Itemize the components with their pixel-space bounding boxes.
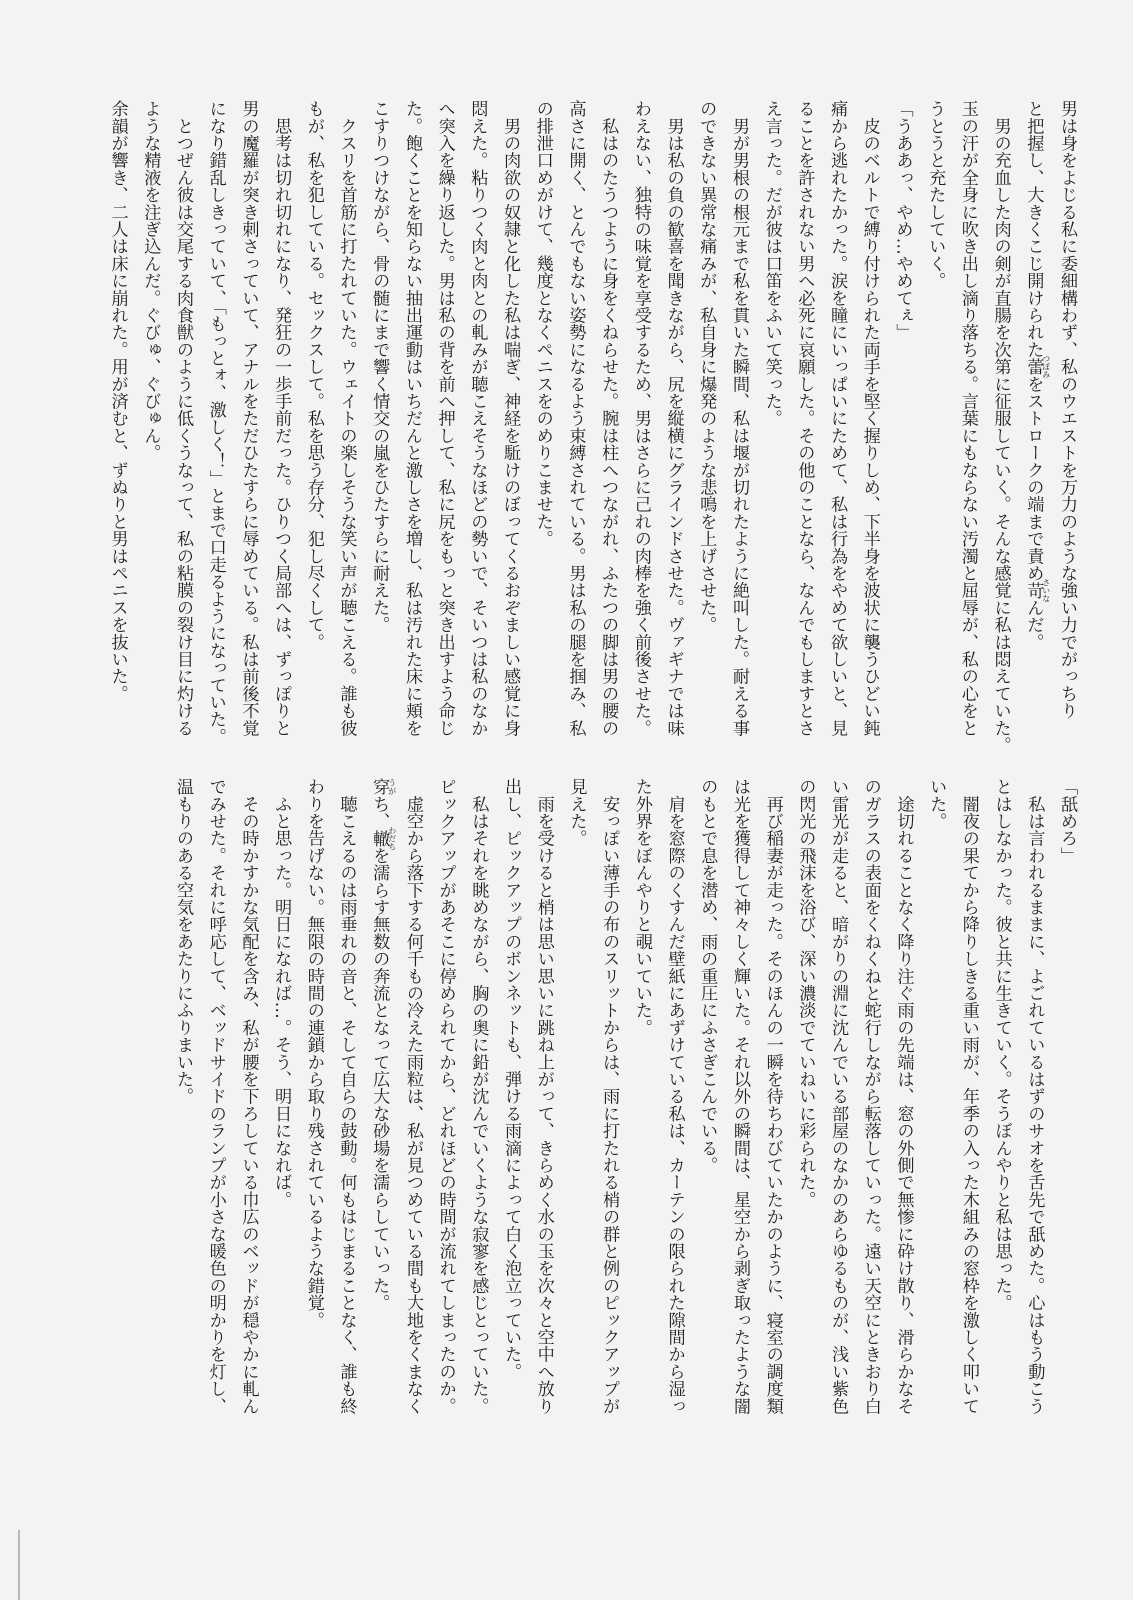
text-column xyxy=(363,778,397,1428)
text-segment: ち、 xyxy=(369,795,390,830)
text-segment: をストロークの端まで責め xyxy=(1023,375,1044,582)
ruby-reading: うが xyxy=(387,778,397,796)
text-column: ピックアップがあそこに停められてから、どれほどの時間が流れてしまったのか。 xyxy=(435,778,456,1415)
text-column: 出し、ピックアップのボンネットも、弾ける雨滴によって白く泡立っていた。 xyxy=(501,778,522,1380)
text-column: 皮のベルトで縛り付けられた両手を堅く握りしめ、下半身を波状に襲うひどい鈍 xyxy=(859,100,880,737)
ruby-reading: つぼみ xyxy=(1041,354,1051,379)
ruby-word: 苛さいな xyxy=(1023,578,1051,603)
text-column: 痛から逃れたかった。涙を瞳にいっぱいにためて、私は行為をやめて欲しいと、見 xyxy=(827,100,848,737)
text-column: 安っぽい薄手の布のスリットからは、雨に打たれる梢の群と例のピックアップが xyxy=(599,778,620,1415)
text-column: た。飽くことを知らない抽出運動はいちだんと激しさを増し、私は汚れた床に頬を xyxy=(401,100,422,737)
text-column: 虚空から落下する何千もの冷えた雨粒は、私が見つめている間も大地をくまなく xyxy=(402,778,423,1415)
text-block-bottom xyxy=(166,778,1083,1428)
text-column: 男の充血した肉の剣が直腸を次第に征服していく。そんな感覚に私は悶えていた。 xyxy=(990,100,1011,754)
text-column: 雨を受けると梢は思い思いに跳ね上がって、きらめく水の玉を次々と空中へ放り xyxy=(533,778,554,1415)
ruby-reading: わだち xyxy=(387,826,397,851)
text-column: のもとで息を潜め、雨の重圧にふさぎこんでいる。 xyxy=(697,778,718,1174)
text-column: 男は私の負の歓喜を聞きながら、尻を縦横にグラインドさせた。ヴァギナでは味 xyxy=(663,100,684,737)
text-column: 玉の汗が全身に吹き出し滴り落ちる。言葉にもならない汚濁と屈辱が、私の心をと xyxy=(957,100,978,737)
ruby-word: 穿うが xyxy=(369,778,397,796)
text-column: 余韻が響き、二人は床に崩れた。用が済むと、ずぬりと男はペニスを抜いた。 xyxy=(107,100,128,702)
ruby-word: 蕾つぼみ xyxy=(1023,354,1051,379)
text-block-top xyxy=(101,100,1083,754)
text-column: ような精液を注ぎ込んだ。ぐびゅ、ぐびゅん。 xyxy=(140,100,161,462)
text-column: ふと思った。明日になれば…。そう、明日になれば。 xyxy=(271,778,292,1208)
text-segment: んだ。 xyxy=(1023,598,1044,651)
text-column: いた。 xyxy=(926,778,947,830)
text-column: 「舐めろ」 xyxy=(1057,778,1077,864)
text-column: 闇夜の果てから降りしきる重い雨が、年季の入った木組みの窓枠を激しく叩いて xyxy=(958,778,979,1415)
ruby-reading: さいな xyxy=(1041,578,1051,603)
text-column: は光を獲得して神々しく輝いた。それ以外の瞬間は、星空から剥ぎ取ったような闇 xyxy=(729,778,750,1415)
text-column: 聴こえるのは雨垂れの音と、そして自らの鼓動。何もはじまることなく、誰も終 xyxy=(336,778,357,1415)
text-column: 男は身をよじる私に委細構わず、私のウエストを万力のような強い力でがっちり xyxy=(1057,100,1077,720)
text-segment: を濡らす無数の奔流となって広大な砂場を濡らしていった。 xyxy=(369,846,390,1312)
text-column: い雷光が走ると、暗がりの淵に沈んでいる部屋のなかのあらゆるものが、浅い紫色 xyxy=(828,778,849,1415)
text-column: 思考は切れ切れになり、発狂の一歩手前だった。ひりつく局部へは、ずっぽりと xyxy=(271,100,292,737)
text-column: になり錯乱しきっていて、「もっとォ、激しく！」とまで口走るようになっていた。 xyxy=(205,100,226,745)
text-column: の閃光の飛沫を浴び、深い濃淡でていねいに彩られた。 xyxy=(795,778,816,1208)
text-column: もが、私を犯している。セックスして。私を思う存分、犯し尽くして。 xyxy=(303,100,324,651)
text-column: え言った。だが彼は口笛をふいて笑った。 xyxy=(761,100,782,427)
text-column: の排泄口めがけて、幾度となくペニスをのめりこませた。 xyxy=(532,100,553,548)
text-column: のガラスの表面をくねくねと蛇行しながら転落していった。遠い天空にときおり白 xyxy=(860,778,881,1415)
text-column: とはしなかった。彼と共に生きていく。そうぼんやりと私は思った。 xyxy=(991,778,1012,1312)
text-column: ることを許されない男へ必死に哀願した。その他のことなら、なんでもしますとさ xyxy=(794,100,815,737)
text-column: 男が男根の根元まで私を貫いた瞬間、私は堰が切れたように絶叫した。耐える事 xyxy=(728,100,749,737)
text-column: 再び稲妻が走った。そのほんの一瞬を待ちわびていたかのように、寝室の調度類 xyxy=(762,778,783,1415)
text-segment: と把握し、大きくこじ開けられた xyxy=(1023,100,1044,358)
text-column: 途切れることなく降り注ぐ雨の先端は、窓の外側で無惨に砕け散り、滑らかなそ xyxy=(893,778,914,1415)
text-column: 男の魔羅が突き刺さっていて、アナルをただひたすらに辱めている。私は前後不覚 xyxy=(238,100,259,737)
text-column: わりを告げない。無限の時間の連鎖から取り残されているような錯覚。 xyxy=(303,778,324,1329)
text-column: クスリを首筋に打たれていた。ウェイトの楽しそうな笑い声が聴こえる。誰も彼 xyxy=(336,100,357,737)
text-column: 私は言われるままに、よごれているはずのサオを舌先で舐めた。心はもう動こう xyxy=(1024,778,1045,1415)
text-column: 高さに開く、とんでもない姿勢になるよう束縛されている。男は私の腿を掴み、私 xyxy=(565,100,586,737)
scan-edge-line xyxy=(18,1530,20,1600)
text-column: わえない、独特の味覚を享受するため、男はさらに己れの肉棒を強く前後させた。 xyxy=(630,100,651,737)
text-column: 「うああっ、やめ…やめてぇ」 xyxy=(892,100,913,341)
text-column: とつぜん彼は交尾する肉食獣のように低くうなって、私の粘膜の裂け目に灼ける xyxy=(173,100,194,737)
text-column: 男の肉欲の奴隷と化した私は喘ぎ、神経を駈けのぼってくるおぞましい感覚に身 xyxy=(500,100,521,737)
text-column: 悶えた。粘りつく肉と肉との軋みが聴こえそうなほどの勢いで、そいつは私のなか xyxy=(467,100,488,737)
text-column: 温もりのある空気をあたりにふりまいた。 xyxy=(173,778,194,1105)
text-column: その時かすかな気配を含み、私が腰を下ろしている巾広のベッドが穏やかに軋ん xyxy=(238,778,259,1415)
text-column: 私はそれを眺めながら、胸の奥に鉛が沈んでいくような寂寥を感じとっていた。 xyxy=(468,778,489,1415)
text-column xyxy=(1017,100,1051,750)
text-column: こすりつけながら、骨の髄にまで響く情交の嵐をひたすらに耐えた。 xyxy=(369,100,390,634)
text-column: た外界をぼんやりと覗いていた。 xyxy=(631,778,652,1036)
text-column: のできない異常な痛みが、私自身に爆発のような悲鳴を上げさせた。 xyxy=(696,100,717,634)
text-column: 肩を窓際のくすんだ壁紙にあずけている私は、カーテンの限られた隙間から湿っ xyxy=(664,778,685,1415)
text-column: でみせた。それに呼応して、ベッドサイドのランプが小さな暖色の明かりを灯し、 xyxy=(205,778,226,1415)
text-column: 私はのたうつように身をくねらせた。腕は柱へつながれ、ふたつの脚は男の腰の xyxy=(598,100,619,737)
text-column: へ突入を繰り返した。男は私の背を前へ押して、私に尻をもっと突き出すよう命じ xyxy=(434,100,455,737)
text-column: うとうと充たしていく。 xyxy=(925,100,946,290)
text-column: 見えた。 xyxy=(566,778,587,847)
ruby-word: 轍わだち xyxy=(369,826,397,851)
